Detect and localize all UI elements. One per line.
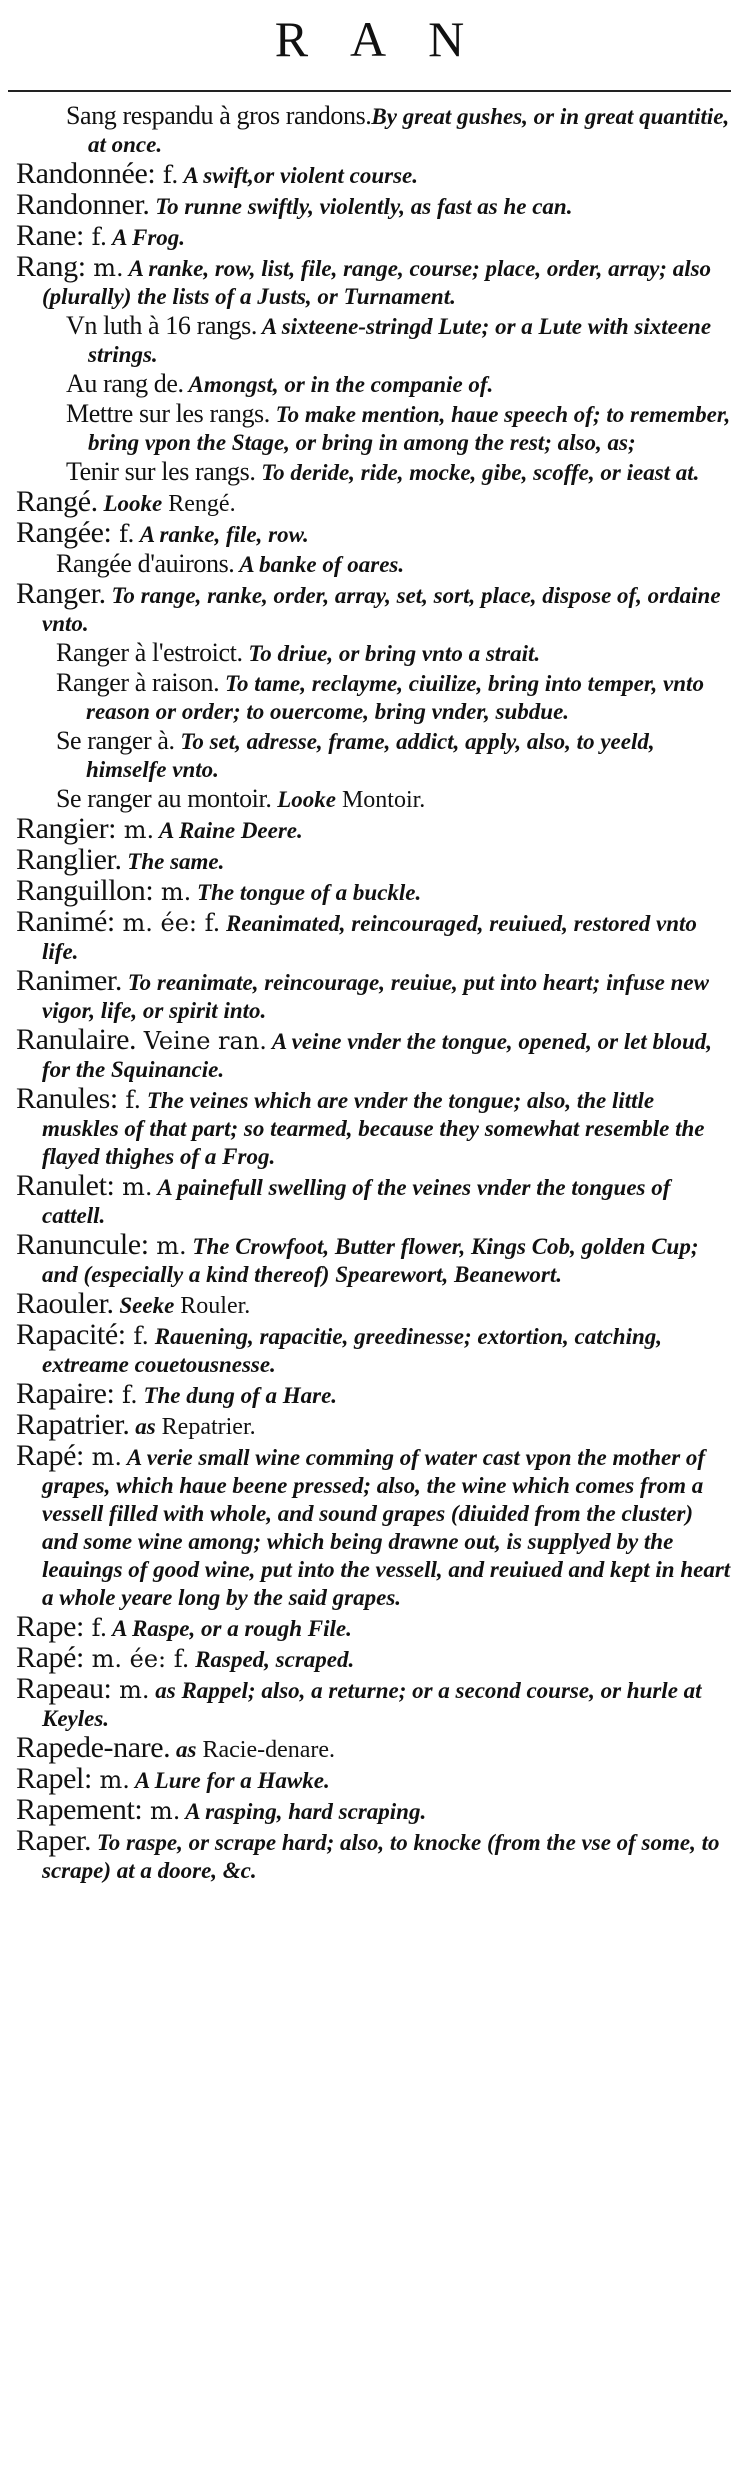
entry-headword: Raouler. bbox=[16, 1287, 114, 1320]
entry-definition: The dung of a Hare. bbox=[137, 1383, 338, 1408]
entry-grammar: f. bbox=[117, 1086, 142, 1114]
entry-headword: Ranuncule: bbox=[16, 1228, 149, 1261]
dictionary-entry bbox=[8, 1439, 731, 1612]
entry-cross-reference: Montoir. bbox=[335, 787, 426, 813]
dictionary-entry bbox=[8, 812, 731, 845]
entry-grammar: m. ée: f. bbox=[83, 1645, 190, 1673]
entry-headword: Rangée d'auirons. bbox=[56, 549, 235, 578]
dictionary-entry bbox=[8, 219, 731, 252]
dictionary-entry bbox=[8, 312, 731, 369]
entry-definition: A rasping, hard scraping. bbox=[180, 1799, 427, 1824]
entry-list bbox=[8, 92, 731, 1885]
entry-headword: Rang: bbox=[16, 250, 86, 283]
dictionary-entry bbox=[8, 1793, 731, 1826]
entry-headword: Ranimé: bbox=[16, 905, 115, 938]
entry-definition: To tame, reclayme, ciuilize, bring into temper, vnto reason or order; to ouercome, bring vnder, subdue. bbox=[86, 671, 704, 724]
entry-headword: Rapaire: bbox=[16, 1377, 115, 1410]
entry-definition: To runne swiftly, violently, as fast as he can. bbox=[149, 194, 573, 219]
entry-headword: Ranulet: bbox=[16, 1169, 115, 1202]
entry-headword: Rapement: bbox=[16, 1793, 143, 1826]
dictionary-entry bbox=[8, 102, 731, 159]
entry-headword: Vn luth à 16 rangs. bbox=[66, 311, 257, 340]
entry-grammar: m. bbox=[85, 254, 124, 282]
dictionary-entry bbox=[8, 1824, 731, 1885]
entry-headword: Ranguillon: bbox=[16, 874, 154, 907]
entry-definition: A veine vnder the tongue, opened, or let bloud, for the Squinancie. bbox=[42, 1029, 713, 1082]
dictionary-entry bbox=[8, 1377, 731, 1410]
entry-headword: Rangée: bbox=[16, 516, 112, 549]
entry-headword: Sang respandu à gros randons. bbox=[66, 101, 372, 130]
entry-headword: Se ranger à. bbox=[56, 726, 175, 755]
entry-definition: The same. bbox=[121, 849, 225, 874]
dictionary-entry bbox=[8, 964, 731, 1025]
entry-headword: Ranger à raison. bbox=[56, 668, 220, 697]
dictionary-entry bbox=[8, 485, 731, 518]
entry-definition: A banke of oares. bbox=[234, 552, 405, 577]
dictionary-entry bbox=[8, 669, 731, 726]
entry-grammar: m. bbox=[111, 1676, 150, 1704]
dictionary-entry bbox=[8, 905, 731, 966]
entry-headword: Ranimer. bbox=[16, 964, 122, 997]
entry-headword: Randonnée: bbox=[16, 157, 156, 190]
entry-definition: To driue, or bring vnto a strait. bbox=[242, 641, 541, 666]
entry-cross-reference: Rengé. bbox=[162, 491, 236, 517]
entry-definition: A verie small wine comming of water cast vpon the mother of grapes, which haue beene pressed; also, the wine which comes from a vessell filled with whole, and sound grapes (diuided from the cluster) and some wine among; which being drawne out, is supplyed by the leauings of good wine, put into the vessell, and reuiued and kept in heart a whole yeare long by the said grapes. bbox=[42, 1445, 731, 1610]
entry-headword: Rapé: bbox=[16, 1439, 84, 1472]
entry-cross-reference: Repatrier. bbox=[155, 1414, 256, 1440]
entry-headword: Rangé. bbox=[16, 485, 98, 518]
entry-headword: Rapel: bbox=[16, 1762, 92, 1795]
entry-headword: Rapatrier. bbox=[16, 1408, 130, 1441]
dictionary-entry bbox=[8, 250, 731, 311]
entry-definition: To make mention, haue speech of; to remember, bring vpon the Stage, or bring in among the rest; also, as; bbox=[88, 402, 731, 455]
entry-definition: as bbox=[170, 1737, 197, 1762]
entry-headword: Mettre sur les rangs. bbox=[66, 399, 270, 428]
entry-definition: Looke bbox=[271, 787, 336, 812]
dictionary-entry bbox=[8, 370, 731, 399]
dictionary-entry bbox=[8, 1672, 731, 1733]
entry-definition: Rasped, scraped. bbox=[189, 1647, 355, 1672]
entry-grammar: m. bbox=[114, 1173, 153, 1201]
dictionary-entry bbox=[8, 1023, 731, 1084]
dictionary-entry bbox=[8, 727, 731, 784]
dictionary-entry bbox=[8, 1318, 731, 1379]
dictionary-entry bbox=[8, 785, 731, 814]
entry-cross-reference: Rouler. bbox=[174, 1293, 251, 1319]
dictionary-entry bbox=[8, 1408, 731, 1441]
dictionary-entry bbox=[8, 1762, 731, 1795]
entry-definition: A ranke, file, row. bbox=[134, 522, 309, 547]
entry-headword: Rapé: bbox=[16, 1641, 84, 1674]
entry-headword: Raper. bbox=[16, 1824, 92, 1857]
entry-definition: To set, adresse, frame, addict, apply, also, to yeeld, himselfe vnto. bbox=[86, 729, 655, 782]
entry-definition: A Frog. bbox=[107, 225, 186, 250]
entry-headword: Ranger à l'estroict. bbox=[56, 638, 243, 667]
entry-definition: The veines which are vnder the tongue; also, the little muskles of that part; so tearmed, because they somewhat resemble the flayed thighes of a Frog. bbox=[42, 1088, 705, 1169]
entry-definition: By great gushes, or in great quantitie, at once. bbox=[88, 104, 730, 157]
dictionary-entry bbox=[8, 1731, 731, 1764]
dictionary-entry bbox=[8, 843, 731, 876]
dictionary-entry bbox=[8, 516, 731, 549]
dictionary-entry bbox=[8, 1287, 731, 1320]
entry-definition: Looke bbox=[97, 491, 163, 516]
entry-definition: Seeke bbox=[113, 1293, 175, 1318]
entry-definition: as Rappel; also, a returne; or a second course, or hurle at Keyles. bbox=[42, 1678, 702, 1731]
dictionary-entry bbox=[8, 1082, 731, 1171]
entry-headword: Rane: bbox=[16, 219, 84, 252]
entry-headword: Au rang de. bbox=[66, 369, 184, 398]
entry-grammar: m. bbox=[116, 816, 155, 844]
entry-definition: To deride, ride, mocke, gibe, scoffe, or ieast at. bbox=[255, 460, 700, 485]
entry-definition: A Lure for a Hawke. bbox=[129, 1768, 330, 1793]
entry-definition: A painefull swelling of the veines vnder the tongues of cattell. bbox=[42, 1175, 671, 1228]
entry-grammar: f. bbox=[114, 1381, 138, 1409]
entry-grammar: m. bbox=[148, 1232, 187, 1260]
entry-grammar: m. bbox=[83, 1443, 122, 1471]
entry-headword: Se ranger au montoir. bbox=[56, 784, 272, 813]
entry-definition: A sixteene-stringd Lute; or a Lute with sixteene strings. bbox=[88, 314, 712, 367]
dictionary-entry bbox=[8, 1610, 731, 1643]
dictionary-entry bbox=[8, 577, 731, 638]
entry-headword: Randonner. bbox=[16, 188, 150, 221]
entry-definition: Reanimated, reincouraged, reuiued, restored vnto life. bbox=[42, 911, 697, 964]
dictionary-entry bbox=[8, 1641, 731, 1674]
entry-headword: Ranger. bbox=[16, 577, 106, 610]
entry-grammar: f. bbox=[83, 1614, 108, 1642]
entry-definition: A Raine Deere. bbox=[154, 818, 303, 843]
entry-headword: Ranulaire. bbox=[16, 1023, 137, 1056]
entry-definition: The Crowfoot, Butter flower, Kings Cob, golden Cup; and (especially a kind thereof) Spearewort, Beanewort. bbox=[42, 1234, 699, 1287]
entry-grammar: f. bbox=[125, 1322, 149, 1350]
entry-definition: To raspe, or scrape hard; also, to knocke (from the vse of some, to scrape) at a doore, &c. bbox=[42, 1830, 720, 1883]
entry-definition: A swift,or violent course. bbox=[178, 163, 418, 188]
entry-headword: Rapede-nare. bbox=[16, 1731, 171, 1764]
entry-cross-reference: Racie-denare. bbox=[196, 1737, 336, 1763]
entry-definition: A ranke, row, list, file, range, course; place, order, array; also (plurally) the lists of a Justs, or Turnament. bbox=[42, 256, 712, 309]
entry-grammar: Veine ran. bbox=[136, 1027, 267, 1055]
dictionary-entry bbox=[8, 550, 731, 579]
entry-definition: A Raspe, or a rough File. bbox=[107, 1616, 352, 1641]
entry-definition: Rauening, rapacitie, greedinesse; extortion, catching, extreame couetousnesse. bbox=[42, 1324, 663, 1377]
dictionary-entry bbox=[8, 874, 731, 907]
entry-grammar: m. bbox=[91, 1766, 130, 1794]
entry-grammar: f. bbox=[155, 161, 179, 189]
entry-grammar: f. bbox=[111, 520, 135, 548]
dictionary-entry bbox=[8, 188, 731, 221]
running-head: RAN bbox=[8, 0, 731, 92]
entry-definition: The tongue of a buckle. bbox=[191, 880, 422, 905]
dictionary-entry bbox=[8, 639, 731, 668]
entry-definition: To reanimate, reincourage, reuiue, put into heart; infuse new vigor, life, or spirit into. bbox=[42, 970, 709, 1023]
entry-headword: Tenir sur les rangs. bbox=[66, 457, 256, 486]
entry-headword: Ranules: bbox=[16, 1082, 118, 1115]
entry-headword: Rapacité: bbox=[16, 1318, 126, 1351]
entry-grammar: m. ée: f. bbox=[114, 909, 221, 937]
dictionary-entry bbox=[8, 1169, 731, 1230]
entry-headword: Rangier: bbox=[16, 812, 117, 845]
entry-grammar: m. bbox=[142, 1797, 181, 1825]
entry-definition: To range, ranke, order, array, set, sort, place, dispose of, ordaine vnto. bbox=[42, 583, 721, 636]
dictionary-entry bbox=[8, 1228, 731, 1289]
entry-headword: Ranglier. bbox=[16, 843, 122, 876]
entry-grammar: m. bbox=[153, 878, 192, 906]
dictionary-entry bbox=[8, 157, 731, 190]
dictionary-entry bbox=[8, 458, 731, 487]
entry-definition: as bbox=[129, 1414, 156, 1439]
entry-definition: Amongst, or in the companie of. bbox=[183, 372, 494, 397]
entry-headword: Rape: bbox=[16, 1610, 84, 1643]
entry-grammar: f. bbox=[83, 223, 108, 251]
entry-headword: Rapeau: bbox=[16, 1672, 112, 1705]
dictionary-entry bbox=[8, 400, 731, 457]
